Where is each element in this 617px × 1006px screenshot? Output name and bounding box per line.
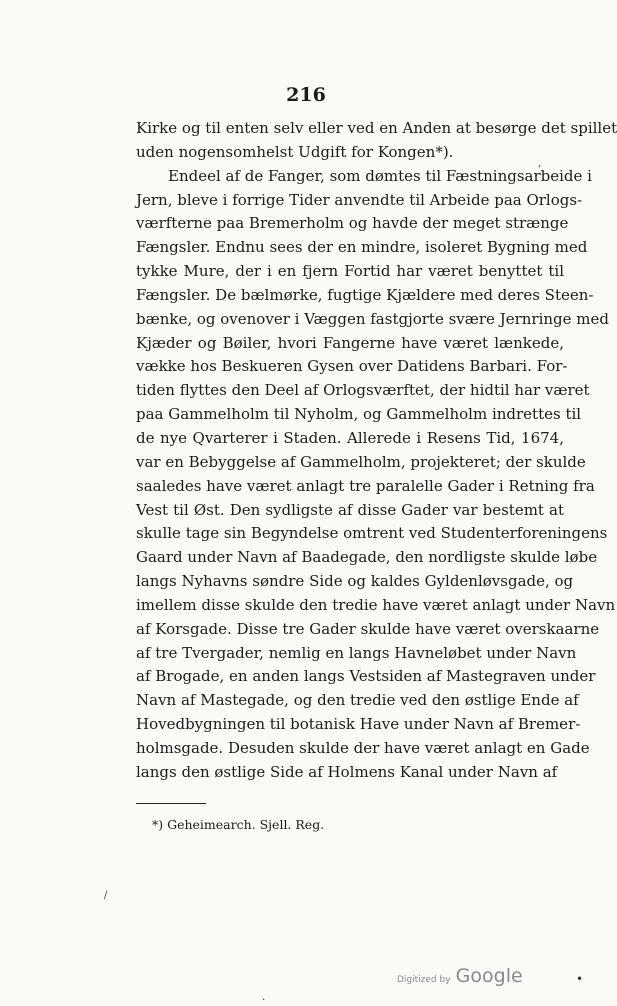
footnote-divider xyxy=(136,803,206,804)
text-line: langs den østlige Side af Holmens Kanal under Navn af xyxy=(136,762,558,781)
text-line: var en Bebyggelse af Gammelholm, projekteret; der skulde xyxy=(136,452,586,471)
stray-mark: . xyxy=(262,992,266,1003)
text-line: Fængsler. Endnu sees der en mindre, isoleret Bygning med xyxy=(136,238,588,257)
watermark-prefix: Digitized by xyxy=(397,975,451,985)
text-line: vække hos Beskueren Gysen over Datidens Barbari. For- xyxy=(136,357,568,376)
text-line: imellem disse skulde den tredie have været anlagt under Navn xyxy=(136,595,616,614)
text-line: paa Gammelholm til Nyholm, og Gammelholm indrettes til xyxy=(136,405,582,424)
page-number: 216 xyxy=(286,84,326,106)
text-line: holmsgade. Desuden skulde der have været anlagt en Gade xyxy=(136,738,590,757)
text-line: Kirke og til enten selv eller ved en Anden at besørge det spillet xyxy=(136,119,617,137)
footnote: *) Geheimearch. Sjell. Reg. xyxy=(152,817,325,832)
stray-mark: , xyxy=(538,158,542,169)
text-line: Gaard under Navn af Baadegade, den nordligste skulde løbe xyxy=(136,548,598,567)
text-line: af tre Tvergader, nemlig en langs Havneløbet under Navn xyxy=(136,643,577,662)
text-line: Fængsler. De bælmørke, fugtige Kjældere med deres Steen- xyxy=(136,285,594,304)
text-line: bænke, og ovenover i Væggen fastgjorte svære Jernringe med xyxy=(136,309,609,328)
digitized-by-google-watermark xyxy=(397,965,523,987)
text-line: uden nogensomhelst Udgift for Kongen*). xyxy=(136,142,454,161)
text-line: langs Nyhavns søndre Side og kaldes Gyldenløvsgade, og xyxy=(136,572,574,591)
text-line: saaledes have været anlagt tre paralelle Gader i Retning fra xyxy=(136,476,595,495)
text-line: af Korsgade. Disse tre Gader skulde have været overskaarne xyxy=(136,619,600,638)
text-line: Hovedbygningen til botanisk Have under Navn af Bremer- xyxy=(136,715,581,734)
text-line: Kjæder og Bøiler, hvori Fangerne have været lænkede, xyxy=(136,333,564,352)
body-text xyxy=(136,117,617,785)
text-line: værfterne paa Bremerholm og havde der meget strænge xyxy=(136,214,569,233)
text-line: Jern, bleve i forrige Tider anvendte til Arbeide paa Orlogs- xyxy=(136,190,583,209)
text-line: Vest til Øst. Den sydligste af disse Gader var bestemt at xyxy=(136,500,564,519)
text-line: tiden flyttes den Deel af Orlogsværftet, der hidtil har været xyxy=(136,381,590,400)
text-line: Endeel af de Fanger, som dømtes til Fæstningsarbeide i xyxy=(168,166,592,185)
text-line: Navn af Mastegade, og den tredie ved den østlige Ende af xyxy=(136,691,579,710)
text-line: af Brogade, en anden langs Vestsiden af Mastegraven under xyxy=(136,667,596,686)
text-line: de nye Qvarterer i Staden. Allerede i Resens Tid, 1674, xyxy=(136,428,564,447)
text-line: skulle tage sin Begyndelse omtrent ved Studenterforeningens xyxy=(136,524,608,543)
text-line: tykke Mure, der i en fjern Fortid har været benyttet til xyxy=(136,262,564,281)
watermark-brand: Google xyxy=(455,965,523,987)
stray-mark: • xyxy=(576,972,584,986)
stray-mark: / xyxy=(104,890,108,901)
